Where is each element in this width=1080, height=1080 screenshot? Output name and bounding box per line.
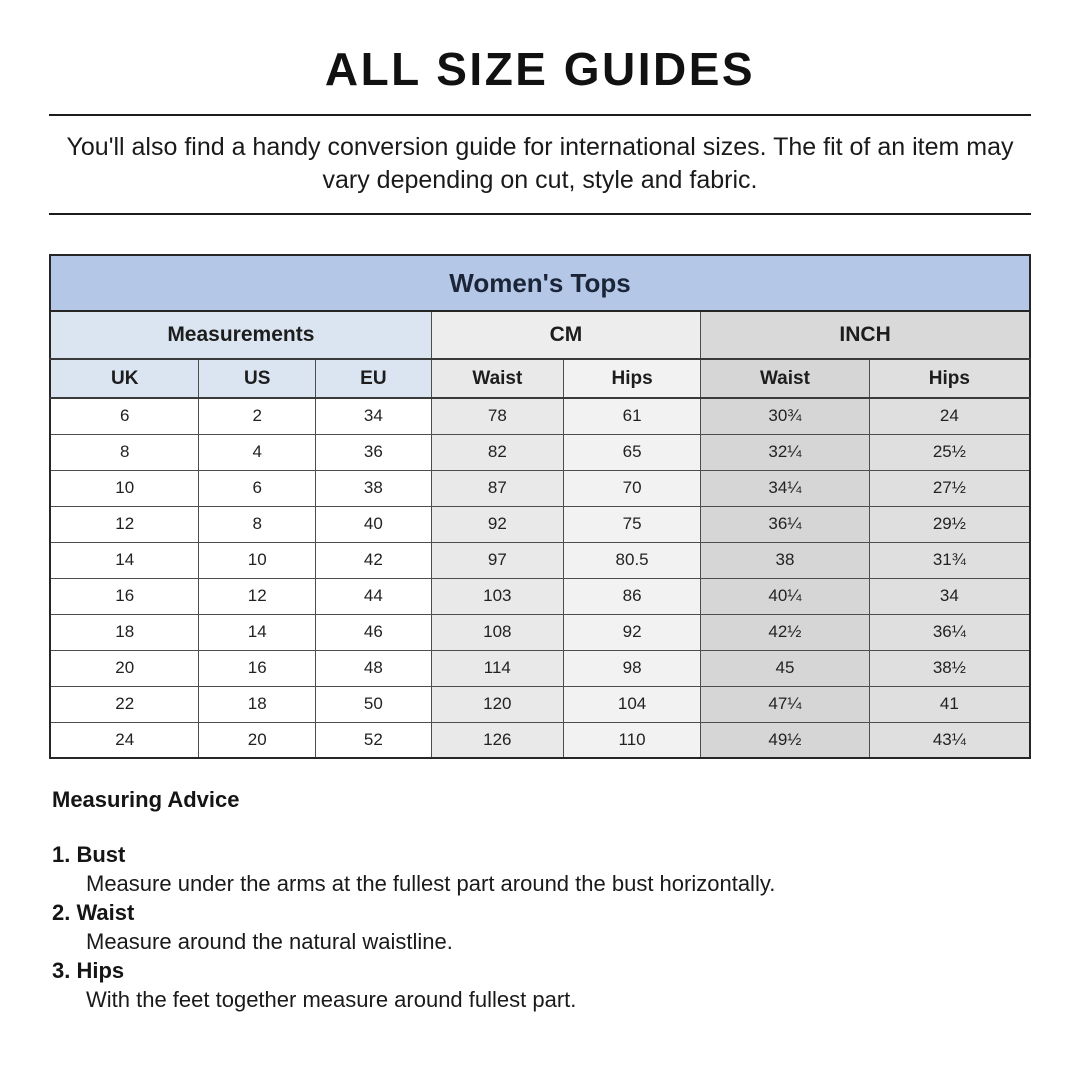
table-cell: 24	[869, 398, 1030, 434]
column-header-cm-hips: Hips	[563, 359, 700, 398]
table-cell: 43¼	[869, 722, 1030, 758]
table-cell: 47¼	[701, 686, 870, 722]
table-cell: 97	[431, 542, 563, 578]
table-row	[50, 686, 1030, 722]
advice-item-description: With the feet together measure around fullest part.	[86, 987, 577, 1012]
table-cell: 120	[431, 686, 563, 722]
table-cell: 86	[563, 578, 700, 614]
table-cell: 103	[431, 578, 563, 614]
table-cell: 32¼	[701, 434, 870, 470]
table-cell: 46	[316, 614, 432, 650]
table-cell: 14	[50, 542, 199, 578]
table-cell: 12	[199, 578, 316, 614]
table-cell: 20	[50, 650, 199, 686]
table-cell: 18	[199, 686, 316, 722]
divider-bottom	[49, 213, 1031, 215]
table-cell: 61	[563, 398, 700, 434]
group-header-inch: INCH	[701, 311, 1030, 359]
table-row	[50, 722, 1030, 758]
table-row	[50, 614, 1030, 650]
table-cell: 27½	[869, 470, 1030, 506]
column-header-eu: EU	[316, 359, 432, 398]
table-cell: 36¼	[701, 506, 870, 542]
table-cell: 98	[563, 650, 700, 686]
table-cell: 65	[563, 434, 700, 470]
table-cell: 48	[316, 650, 432, 686]
table-cell: 36¼	[869, 614, 1030, 650]
table-cell: 126	[431, 722, 563, 758]
table-row	[50, 650, 1030, 686]
table-cell: 25½	[869, 434, 1030, 470]
column-header-inch-waist: Waist	[701, 359, 870, 398]
advice-item-number: 1.	[52, 842, 71, 867]
advice-item-label: Hips	[76, 958, 125, 983]
table-cell: 8	[50, 434, 199, 470]
table-cell: 42½	[701, 614, 870, 650]
table-cell: 108	[431, 614, 563, 650]
table-cell: 49½	[701, 722, 870, 758]
group-header-cm: CM	[431, 311, 700, 359]
advice-item-label: Waist	[76, 900, 135, 925]
table-row	[50, 578, 1030, 614]
table-cell: 24	[50, 722, 199, 758]
table-cell: 10	[50, 470, 199, 506]
size-table	[49, 254, 1031, 759]
table-cell: 29½	[869, 506, 1030, 542]
measuring-advice-section	[49, 787, 1031, 1014]
page-title: ALL SIZE GUIDES	[324, 43, 756, 95]
advice-item-title	[52, 956, 1031, 985]
table-cell: 38½	[869, 650, 1030, 686]
table-cell: 6	[50, 398, 199, 434]
table-cell: 110	[563, 722, 700, 758]
table-cell: 114	[431, 650, 563, 686]
table-cell: 16	[199, 650, 316, 686]
column-header-cm-waist: Waist	[431, 359, 563, 398]
divider-top	[49, 114, 1031, 116]
table-cell: 18	[50, 614, 199, 650]
table-cell: 82	[431, 434, 563, 470]
group-header-measurements: Measurements	[50, 311, 431, 359]
table-cell: 104	[563, 686, 700, 722]
table-cell: 80.5	[563, 542, 700, 578]
table-cell: 8	[199, 506, 316, 542]
table-cell: 38	[316, 470, 432, 506]
table-column-header-row	[50, 359, 1030, 398]
table-cell: 10	[199, 542, 316, 578]
table-cell: 6	[199, 470, 316, 506]
table-cell: 75	[563, 506, 700, 542]
table-cell: 4	[199, 434, 316, 470]
table-cell: 2	[199, 398, 316, 434]
table-cell: 20	[199, 722, 316, 758]
table-title-row	[50, 255, 1030, 311]
table-cell: 78	[431, 398, 563, 434]
advice-heading: Measuring Advice	[52, 787, 240, 812]
table-cell: 87	[431, 470, 563, 506]
table-cell: 92	[431, 506, 563, 542]
table-cell: 14	[199, 614, 316, 650]
table-row	[50, 398, 1030, 434]
advice-item-description: Measure under the arms at the fullest part around the bust horizontally.	[86, 871, 776, 896]
advice-item-label: Bust	[76, 842, 126, 867]
table-row	[50, 542, 1030, 578]
table-cell: 38	[701, 542, 870, 578]
column-header-inch-hips: Hips	[869, 359, 1030, 398]
table-title: Women's Tops	[50, 255, 1030, 311]
table-row	[50, 470, 1030, 506]
table-cell: 36	[316, 434, 432, 470]
table-group-header-row	[50, 311, 1030, 359]
table-cell: 45	[701, 650, 870, 686]
table-cell: 34¼	[701, 470, 870, 506]
column-header-uk: UK	[50, 359, 199, 398]
table-cell: 31¾	[869, 542, 1030, 578]
table-cell: 22	[50, 686, 199, 722]
advice-item-title	[52, 840, 1031, 869]
table-row	[50, 434, 1030, 470]
table-cell: 44	[316, 578, 432, 614]
table-cell: 40	[316, 506, 432, 542]
advice-item-title	[52, 898, 1031, 927]
table-cell: 50	[316, 686, 432, 722]
table-cell: 92	[563, 614, 700, 650]
advice-item-number: 2.	[52, 900, 71, 925]
table-cell: 40¼	[701, 578, 870, 614]
size-table-body	[50, 398, 1030, 758]
table-cell: 16	[50, 578, 199, 614]
table-cell: 42	[316, 542, 432, 578]
table-cell: 34	[869, 578, 1030, 614]
advice-item-description: Measure around the natural waistline.	[86, 929, 453, 954]
table-cell: 41	[869, 686, 1030, 722]
table-cell: 12	[50, 506, 199, 542]
advice-item-number: 3.	[52, 958, 71, 983]
table-cell: 70	[563, 470, 700, 506]
column-header-us: US	[199, 359, 316, 398]
advice-list	[52, 840, 1031, 1014]
intro-text: You'll also find a handy conversion guide for international sizes. The fit of an item may vary depending on cut, style and fabric.	[66, 133, 1014, 194]
table-cell: 30¾	[701, 398, 870, 434]
table-cell: 52	[316, 722, 432, 758]
table-cell: 34	[316, 398, 432, 434]
table-row	[50, 506, 1030, 542]
